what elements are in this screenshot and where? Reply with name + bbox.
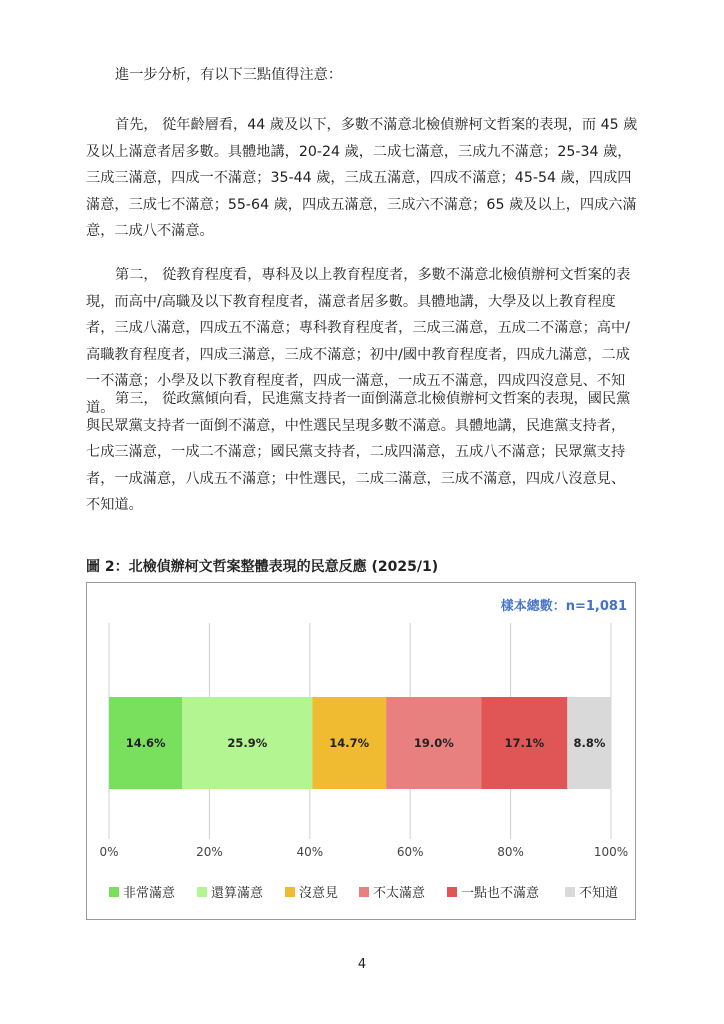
x-tick-label: 40% [296, 845, 324, 859]
legend-swatch [197, 887, 207, 897]
stacked-bar-chart [86, 582, 636, 920]
legend-swatch [447, 887, 457, 897]
paragraph-education: 第二， 從教育程度看，專科及以上教育程度者，多數不滿意北檢偵辦柯文哲案的表現，而高中/高職及以下教育程度者，滿意者居多數。具體地講，大學及以上教育程度者，三成八滿意，四成五不滿意；專科教育程度者，三成三滿意，五成二不滿意；高中/高職教育程度者，四成三滿意，三成不滿意；初中/國中教育程度者，四成九滿意，二成一不滿意；小學及以下教育程度者，四成一滿意，一成五不滿意，四成四沒意見、不知道。 [86, 267, 631, 416]
legend-swatch [359, 887, 369, 897]
x-tick-label: 0% [99, 845, 119, 859]
data-label: 14.7% [329, 736, 370, 750]
legend-swatch [285, 887, 295, 897]
data-label: 25.9% [227, 736, 268, 750]
x-tick-label: 100% [593, 845, 629, 859]
legend-swatch [109, 887, 119, 897]
legend-label: 一點也不滿意 [461, 886, 540, 901]
legend-label: 不太滿意 [373, 886, 426, 901]
legend-swatch [565, 887, 575, 897]
paragraph-intro [86, 62, 638, 89]
chart-svg [87, 583, 635, 919]
page-number: 4 [357, 957, 367, 972]
legend-label: 不知道 [579, 886, 619, 901]
figure-caption: 圖 2：北檢偵辦柯文哲案整體表現的民意反應 (2025/1) [86, 559, 439, 575]
data-label: 19.0% [413, 736, 454, 750]
data-label: 17.1% [504, 736, 545, 750]
paragraph-party: 第三， 從政黨傾向看，民進黨支持者一面倒滿意北檢偵辦柯文哲案的表現，國民黨與民眾黨支持者一面倒不滿意，中性選民呈現多數不滿意。具體地講，民進黨支持者，七成三滿意，一成二不滿意；國民黨支持者，二成四滿意，五成八不滿意；民眾黨支持者，一成滿意，八成五不滿意；中性選民，二成二滿意，三成不滿意，四成八沒意見、不知道。 [86, 391, 631, 513]
data-label: 8.8% [573, 736, 606, 750]
legend-label: 非常滿意 [123, 886, 176, 901]
paragraph-age: 首先， 從年齡層看，44 歲及以下，多數不滿意北檢偵辦柯文哲案的表現，而 45 歲及以上滿意者居多數。具體地講，20-24 歲，二成七滿意，三成九不滿意；25-34 歲，三成三滿意，四成一不滿意；35-44 歲，三成五滿意，四成不滿意；45-54 歲，四成四滿意，三成七不滿意；55-64 歲，四成五滿意，三成六不滿意；65 歲及以上，四成六滿意，二成八不滿意。 [86, 117, 638, 239]
x-tick-label: 20% [196, 845, 223, 859]
x-tick-label: 80% [497, 845, 524, 859]
sample-size-annotation: 樣本總數：n=1,081 [500, 599, 627, 614]
legend-label: 還算滿意 [211, 886, 264, 901]
legend-label: 沒意見 [299, 886, 339, 901]
data-label: 14.6% [125, 736, 166, 750]
x-tick-label: 60% [396, 845, 424, 859]
paragraph-text: 進一步分析，有以下三點值得注意： [115, 67, 343, 83]
